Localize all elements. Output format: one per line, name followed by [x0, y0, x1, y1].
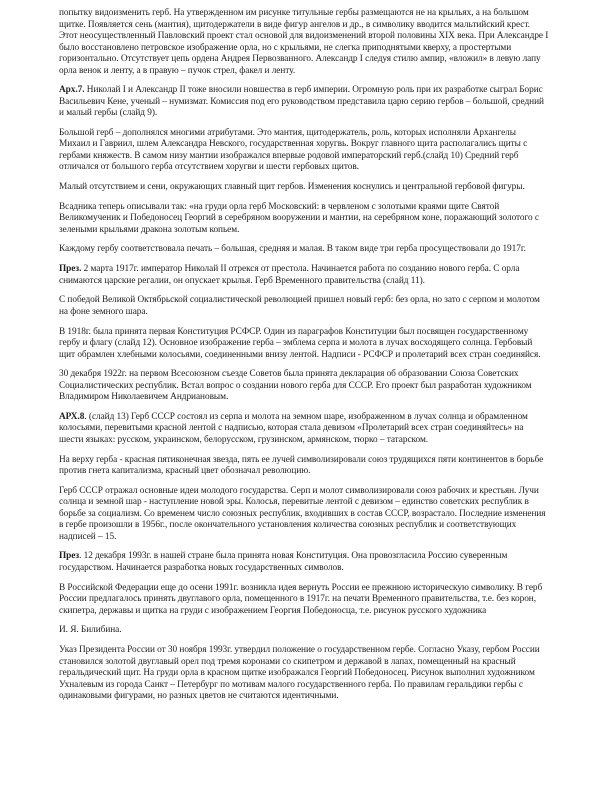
paragraph-text: В 1918г. была принята первая Конституция РСФСР. Один из параграфов Конституции был посвящен государственному гербу и флагу (слайд 12). Основное изображение герба – эмблема серпа и молота в лучах восходящего солнца. Гербовый щит обрамлен хлебными колосьями, соединенными внизу лентой. Надписи - РСФСР и пролетарий всех стран соединяйся.	[59, 326, 541, 360]
paragraph	[59, 455, 549, 478]
paragraph-lead: През.	[59, 264, 82, 275]
paragraph	[59, 583, 549, 618]
paragraph-text: . 12 декабря 1993г. в нашей стране была принята новая Конституция. Она провозгласила Россию суверенным государством. Начинается разработка новых государственных символов.	[59, 551, 508, 573]
paragraph-text: С победой Великой Октябрьской социалистической революцией пришел новый герб: без орла, но зато с серпом и молотом на фоне земного шара.	[59, 295, 540, 317]
paragraph	[59, 625, 549, 637]
paragraph-text: Герб СССР отражал основные идеи молодого государства. Серп и молот символизировали союз рабочих и крестьян. Лучи солнца и земной шар - наступление новой эры. Колосья, перевитые лентой с девизом – единство советских республик в борьбе за социализм. Со временем число союзных республик, входивших в состав СССР, возрастало. Последние изменения в гербе произошли в 1956г., после окончательного установления количества союзных республик и соответствующих надписей – 15.	[59, 485, 546, 542]
document-page	[59, 8, 549, 711]
paragraph-text: Большой герб – дополнялся многими атрибутами. Это мантия, щитодержатель, роль, которых исполняли Архангелы Михаил и Гавриил, шлем Александра Невского, государственная хоругвь. Вокруг главного щита располагались щиты с гербами княжеств. В самом низу мантии изображался впервые родовой императорский герб.(слайд 10) Средний герб отличался от большого герба отсутствием хоругви и шести гербовых щитов.	[59, 127, 528, 173]
paragraph-lead: Арх.7.	[59, 85, 85, 96]
paragraph	[59, 327, 549, 362]
paragraph	[59, 85, 549, 120]
paragraph	[59, 8, 549, 77]
paragraph-text: 30 декабря 1922г. на первом Всесоюзном съезде Советов была принята декларация об образовании Союза Советских Социалистических республик. Встал вопрос о создании нового герба для СССР. Его проект был разработан художником Владимиром Николаевичем Андриановым.	[59, 369, 532, 403]
paragraph	[59, 182, 549, 194]
paragraph	[59, 202, 549, 237]
paragraph	[59, 264, 549, 287]
paragraph	[59, 295, 549, 318]
paragraph-text: И. Я. Билибина.	[59, 625, 122, 636]
paragraph-lead: АРХ.8	[59, 411, 85, 422]
paragraph-lead: През	[59, 551, 80, 562]
paragraph-text: . (слайд 13) Герб СССР состоял из серпа и молота на земном шаре, изображенном в лучах солнца и обрамленном колосьями, перевитыми красной лентой с надписью, которая стала девизом «Пролетарий всех стран соединяйтесь» на шести языках: русском, украинском, белорусском, грузинском, армянском, тюрко – татарском.	[59, 411, 528, 445]
paragraph	[59, 244, 549, 256]
paragraph-text: На верху герба - красная пятиконечная звезда, пять ее лучей символизировали союз трудящихся пяти континентов в борьбе против гнета капитализма, красный цвет обозначал революцию.	[59, 454, 544, 477]
paragraph-text: Всадника теперь описывали так: «на груди орла герб Московский: в червленом с золотыми краями щите Святой Великомученик и Победоносец Георгий в серебряном вооружении и мантии, на серебряном коне, поражающий золотого с зелеными крыльями дракона золотым копьем.	[59, 201, 540, 235]
paragraph-text: Николай I и Александр II тоже вносили новшества в герб империи. Огромную роль при их разработке сыграл Борис Васильевич Кене, ученый – нумизмат. Комиссия под его руководством представила царю серию гербов – большой, средний и малый гербы (слайд 9).	[59, 85, 544, 119]
paragraph	[59, 551, 549, 574]
paragraph-text: попытку видоизменить герб. На утвержденном им рисунке титульные гербы размещаются не на крыльях, а на большом щитке. Появляется сень (мантия), щитодержатели в виде фигур ангелов и др., в символику вводится мальтийский крест. Этот неосуществленный Павловский проект стал основой для видоизменений второй половины XIX века. При Александре I было восстановлено петровское изображение орла, но с крыльями, не слегка приподнятыми кверху, а простертыми горизонтально. Отсутствует цепь ордена Андрея Первозванного. Александр I следуя стилю ампир, «вложил» в левую лапу орла венок и ленту, а в правую – пучок стрел, факел и ленту.	[59, 8, 549, 76]
paragraph	[59, 412, 549, 447]
paragraph-text: Малый отсутствием и сени, окружающих главный щит гербов. Изменения коснулись и центральной гербовой фигуры.	[59, 182, 525, 193]
paragraph-text: Каждому гербу соответствовала печать – большая, средняя и малая. В таком виде три герба просуществовали до 1917г.	[59, 244, 526, 255]
paragraph	[59, 128, 549, 174]
paragraph-text: В Российской Федерации еще до осени 1991г. возникла идея вернуть России ее прежнюю историческую символику. В герб России предлагалось принять двуглавого орла, помещенного в 1917г. на печати Временного правительства, т.е. без корон, скипетра, державы и щитка на груди с изображением Георгия Победоносца, т.е. рисунок русского художника	[59, 582, 543, 616]
paragraph	[59, 369, 549, 404]
paragraph-text: Указ Президента России от 30 ноября 1993г. утвердил положение о государственном гербе. Согласно Указу, гербом России становился золотой двуглавый орел под тремя коронами со скипетром и державой в лапах, помещенный на красный геральдический щит. На груди орла в красном щитке изображался Георгий Победоносец. Рисунок выполнил художником Ухналевым из города Санкт – Петербург по мотивам малого государственного герба. По правилам геральдики гербы с одинаковыми фигурами, но разных цветов не считаются идентичными.	[59, 645, 540, 701]
paragraph	[59, 486, 549, 544]
paragraph	[59, 645, 549, 703]
paragraph-text: 2 марта 1917г. император Николай II отрекся от престола. Начинается работа по созданию нового герба. С орла снимаются царские регалии, он опускает крылья. Герб Временного правительства (слайд 11).	[59, 264, 520, 286]
